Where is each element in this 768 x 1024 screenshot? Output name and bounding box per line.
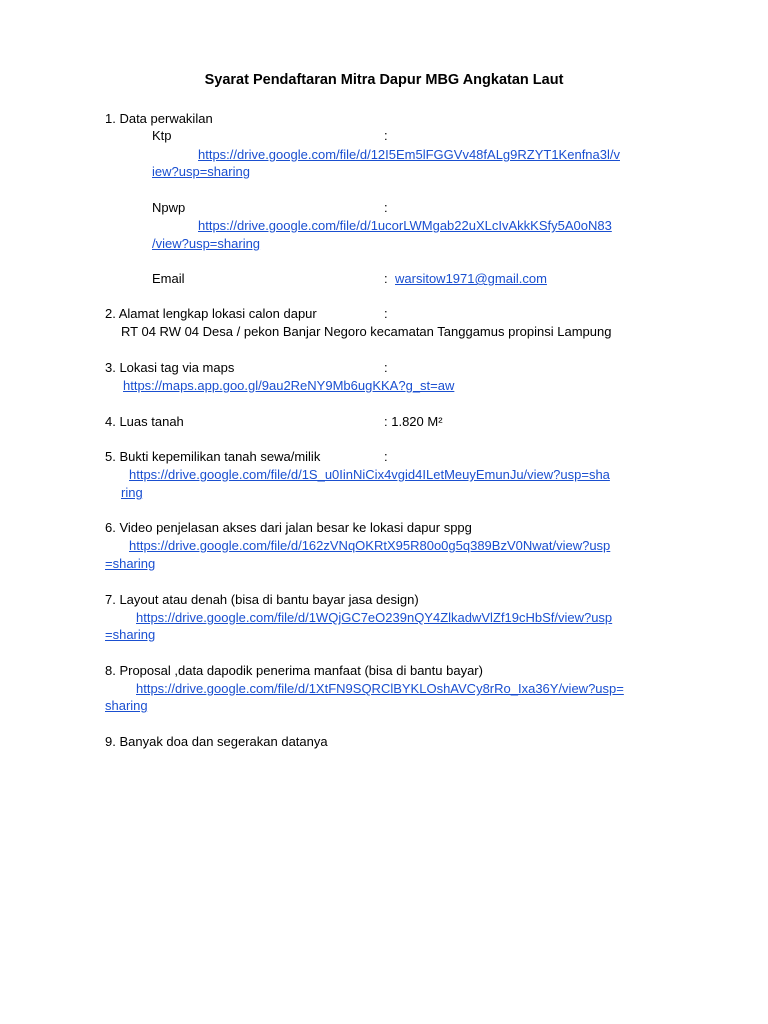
video-link[interactable]: https://drive.google.com/file/d/162zVNqOKRtX95R80o0g5q389BzV0Nwat/view?usp	[129, 538, 611, 553]
layout-link[interactable]: https://drive.google.com/file/d/1WQjGC7eO239nQY4ZlkadwVlZf19cHbSf/view?usp	[136, 610, 613, 625]
land-area-value: : 1.820 M²	[384, 414, 443, 429]
page-title: Syarat Pendaftaran Mitra Dapur MBG Angkatan Laut	[204, 72, 564, 88]
proposal-link-continuation[interactable]: sharing	[105, 698, 148, 713]
item-2-colon: :	[384, 306, 388, 321]
ownership-link-continuation[interactable]: ring	[121, 485, 143, 500]
ktp-link-continuation[interactable]: iew?usp=sharing	[152, 164, 250, 179]
ktp-link[interactable]: https://drive.google.com/file/d/12I5Em5lFGGVv48fALg9RZYT1Kenfna3l/v	[198, 147, 620, 162]
npwp-colon: :	[384, 200, 388, 215]
npwp-label: Npwp	[152, 200, 186, 215]
item-1-heading: 1. Data perwakilan	[105, 111, 213, 126]
item-6-heading: 6. Video penjelasan akses dari jalan besar ke lokasi dapur sppg	[105, 520, 472, 535]
layout-link-continuation[interactable]: =sharing	[105, 627, 156, 642]
item-9-heading: 9. Banyak doa dan segerakan datanya	[105, 734, 328, 749]
email-label: Email	[152, 271, 185, 286]
item-3-colon: :	[384, 360, 388, 375]
item-2-heading: 2. Alamat lengkap lokasi calon dapur	[105, 306, 317, 321]
ownership-link[interactable]: https://drive.google.com/file/d/1S_u0IinNiCix4vgid4ILetMeuyEmunJu/view?usp=sha	[129, 467, 610, 482]
item-8-heading: 8. Proposal ,data dapodik penerima manfaat (bisa di bantu bayar)	[105, 663, 483, 678]
video-link-continuation[interactable]: =sharing	[105, 556, 156, 571]
item-5-colon: :	[384, 449, 388, 464]
item-7-heading: 7. Layout atau denah (bisa di bantu bayar jasa design)	[105, 592, 419, 607]
ktp-colon: :	[384, 128, 388, 143]
item-5-heading: 5. Bukti kepemilikan tanah sewa/milik	[105, 449, 321, 464]
ktp-label: Ktp	[152, 128, 172, 143]
item-4-heading: 4. Luas tanah	[105, 414, 184, 429]
address-text: RT 04 RW 04 Desa / pekon Banjar Negoro kecamatan Tanggamus propinsi Lampung	[121, 324, 612, 339]
email-colon: :	[384, 271, 388, 286]
maps-link[interactable]: https://maps.app.goo.gl/9au2ReNY9Mb6ugKKA?g_st=aw	[123, 378, 455, 393]
npwp-link[interactable]: https://drive.google.com/file/d/1ucorLWMgab22uXLcIvAkkKSfy5A0oN83	[198, 218, 612, 233]
npwp-link-continuation[interactable]: /view?usp=sharing	[152, 236, 261, 251]
proposal-link[interactable]: https://drive.google.com/file/d/1XtFN9SQRClBYKLOshAVCy8rRo_Ixa36Y/view?usp=	[136, 681, 624, 696]
item-3-heading: 3. Lokasi tag via maps	[105, 360, 235, 375]
email-link[interactable]: warsitow1971@gmail.com	[395, 271, 547, 286]
